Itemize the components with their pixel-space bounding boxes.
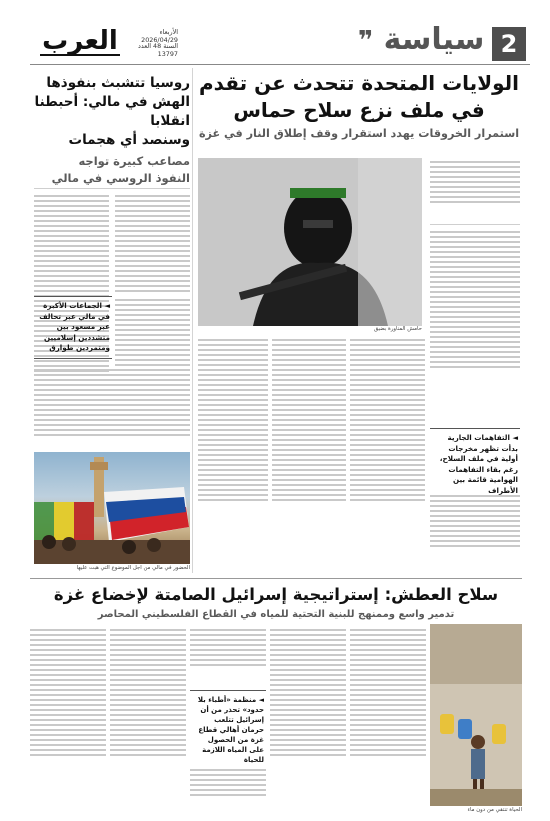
mali-rally-photo-illustration	[34, 452, 190, 564]
militant-photo-illustration	[198, 158, 422, 326]
main-body-intro	[430, 158, 520, 220]
main-subheadline: استمرار الخروقات يهدد استقرار وقف إطلاق النار في غزة	[198, 127, 520, 140]
issue-number: السنة 48 العدد 13797	[138, 42, 178, 58]
bottom-body-column-3	[190, 626, 266, 686]
side-divider	[34, 188, 190, 189]
side-body-column-1	[115, 192, 190, 292]
main-pullquote: ◄ التفاهمات الجارية بدأت تظهر مخرجات أولية في ملف السلاح، رغم بقاء التفاهمات الهوامية قائمة بين الأطراف	[430, 428, 520, 501]
main-body-column-2	[350, 336, 425, 572]
quote-icon: ❞	[358, 26, 374, 56]
bottom-pullquote: ◄ منظمة «أطباء بلا حدود» تحذر من أن إسرائيل تتلعب حرمان أهالي قطاع غزة من الحصول على المياه اللازمة للحياة	[190, 690, 266, 770]
header-divider	[30, 64, 530, 65]
water-queue-photo	[430, 624, 522, 806]
page-number: 2	[492, 27, 526, 61]
main-body-column-4	[198, 336, 268, 572]
main-body-column-1b	[430, 492, 520, 572]
mali-rally-photo	[34, 452, 190, 564]
side-subheadline-1: مصاعب كبيرة تواجه	[78, 154, 190, 168]
main-headline-line-2: في ملف نزع سلاح حماس	[233, 98, 485, 122]
side-headline-line-3: وسنصد أي هجمات	[68, 132, 190, 148]
bottom-body-column-3b	[190, 766, 266, 814]
main-story-headline	[198, 70, 520, 124]
bottom-body-column-1	[350, 626, 426, 814]
militant-photo	[198, 158, 422, 326]
side-pullquote: ◄ الجماعات الأكبرة في مالي عبر تحالف عبر مسعود بين متشددين إسلاميين ومتمردين طوارق	[34, 296, 112, 359]
main-body-column-3	[272, 336, 346, 572]
side-body-column-3	[115, 296, 190, 376]
section-divider	[30, 578, 522, 579]
column-divider	[192, 68, 193, 573]
water-photo-caption: الحياة تنتقي من دون ماء	[467, 807, 522, 813]
bottom-subheadline: تدمير واسع وممنهج للبنية التحتية للمياه في القطاع الفلسطيني المحاصر	[97, 609, 455, 620]
mali-photo-caption: الحضور في مالي من اجل الموضوع التي هبت عليها	[76, 565, 190, 571]
section-title: سياسة	[383, 22, 485, 57]
side-subheadline-2: النفوذ الروسي في مالي	[51, 171, 190, 185]
bottom-body-column-2	[270, 626, 346, 814]
side-story-headline	[34, 74, 190, 187]
main-photo-caption: حامش المناورة بضيق	[373, 326, 422, 332]
bottom-headline: سلاح العطش: إستراتيجية إسرائيل الصامتة لإخضاع غزة	[53, 585, 499, 604]
issue-date: الأربعاء 2026/04/29	[141, 28, 178, 44]
main-body-column-1	[430, 228, 520, 424]
newspaper-logo: العرب	[40, 26, 120, 56]
side-body-column-4	[34, 366, 190, 446]
main-headline-line-1: الولايات المتحدة تتحدث عن تقدم	[199, 71, 519, 95]
side-headline-line-2: الهش في مالي: أحبطنا انقلابا	[34, 94, 190, 129]
water-queue-photo-illustration	[430, 624, 522, 806]
bottom-body-column-4	[110, 626, 186, 814]
side-headline-line-1: روسيا تتشبث بنفوذها	[46, 75, 190, 91]
bottom-body-column-5	[30, 626, 106, 814]
intro-divider	[430, 224, 520, 225]
